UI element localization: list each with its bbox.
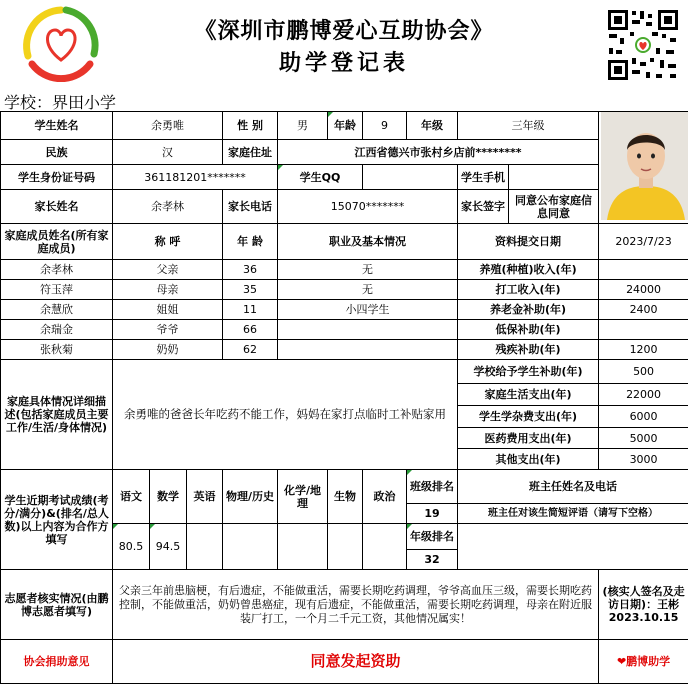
family-member-relation: 父亲 [113, 260, 223, 280]
value-submit-date: 2023/7/23 [599, 224, 688, 260]
label-address: 家庭住址 [223, 140, 278, 165]
decision-text: 同意发起资助 [113, 640, 599, 684]
subject-header: 化学/地理 [278, 470, 328, 524]
label-grade-rank: 年级排名 [407, 524, 458, 550]
qr-code-icon [606, 8, 680, 82]
verifier-sign: (核实人签名及走访日期)：王彬2023.10.15 [599, 570, 688, 640]
score-value [278, 524, 328, 570]
label-member-age: 年 龄 [223, 224, 278, 260]
family-member-age: 11 [223, 300, 278, 320]
value-qq [363, 165, 458, 190]
registration-table [0, 111, 688, 684]
table-row [1, 260, 688, 280]
finance-value: 3000 [599, 449, 688, 470]
subject-header: 数学 [150, 470, 187, 524]
label-student-name: 学生姓名 [1, 112, 113, 140]
value-grade-rank: 32 [407, 550, 458, 570]
value-student-phone [509, 165, 599, 190]
finance-label: 家庭生活支出(年) [458, 384, 599, 406]
label-family-desc: 家庭具体情况详细描述(包括家庭成员主要工作/生活/身体情况) [1, 360, 113, 470]
footer-brand [599, 640, 688, 684]
subject-header: 生物 [328, 470, 363, 524]
family-member-name: 张秋菊 [1, 340, 113, 360]
value-id-number: 361181201******* [113, 165, 278, 190]
heart-logo-icon: ❤ [616, 655, 627, 668]
score-value [223, 524, 278, 570]
label-qq: 学生QQ [278, 165, 363, 190]
label-guardian-phone: 家长电话 [223, 190, 278, 224]
score-value [187, 524, 223, 570]
finance-value [599, 320, 688, 340]
label-class-rank: 班级排名 [407, 470, 458, 504]
value-class-rank: 19 [407, 504, 458, 524]
family-member-relation: 奶奶 [113, 340, 223, 360]
finance-value: 22000 [599, 384, 688, 406]
family-member-name: 余孝林 [1, 260, 113, 280]
family-member-age: 62 [223, 340, 278, 360]
score-value [363, 524, 407, 570]
family-member-relation: 爷爷 [113, 320, 223, 340]
table-row [1, 300, 688, 320]
student-photo [599, 112, 688, 224]
label-family-member-name: 家庭成员姓名(所有家庭成员) [1, 224, 113, 260]
label-occupation: 职业及基本情况 [278, 224, 458, 260]
label-id-number: 学生身份证号码 [1, 165, 113, 190]
title-line-1: 《深圳市鹏博爱心互助协会》 [194, 18, 494, 44]
finance-label: 养老金补助(年) [458, 300, 599, 320]
subject-header: 政治 [363, 470, 407, 524]
score-value [328, 524, 363, 570]
student-photo-icon [601, 112, 688, 220]
family-member-name: 余慧欣 [1, 300, 113, 320]
label-relation: 称 呼 [113, 224, 223, 260]
subject-header: 语文 [113, 470, 150, 524]
value-student-name: 余勇唯 [113, 112, 223, 140]
family-member-status [278, 320, 458, 340]
title-line-2: 助学登记表 [278, 50, 409, 76]
volunteer-text: 父亲三年前患脑梗，有后遗症，不能做重活，需要长期吃药调理，爷爷高血压三级，需要长期吃药控制，不能做重活，奶奶曾患癌症，现有后遗症，不能做重活，需要长期吃药调理，母亲在附近服装厂打工，一个月二千元工资，其他情况属实！ [113, 570, 599, 640]
family-member-age: 35 [223, 280, 278, 300]
finance-value: 24000 [599, 280, 688, 300]
finance-label: 学生学杂费支出(年) [458, 406, 599, 428]
finance-value: 6000 [599, 406, 688, 428]
family-description: 余勇唯的爸爸长年吃药不能工作，妈妈在家打点临时工补贴家用 [113, 360, 458, 470]
label-student-phone: 学生手机 [458, 165, 509, 190]
family-member-status [278, 340, 458, 360]
score-value: 80.5 [113, 524, 150, 570]
label-guardian-sign: 家长签字 [458, 190, 509, 224]
family-member-relation: 母亲 [113, 280, 223, 300]
family-member-age: 66 [223, 320, 278, 340]
label-ethnicity: 民族 [1, 140, 113, 165]
value-gender: 男 [278, 112, 328, 140]
value-guardian-phone: 15070******* [278, 190, 458, 224]
label-assoc-opinion: 协会捐助意见 [1, 640, 113, 684]
finance-label: 低保补助(年) [458, 320, 599, 340]
score-value: 94.5 [150, 524, 187, 570]
value-ethnicity: 汉 [113, 140, 223, 165]
value-guardian-name: 余孝林 [113, 190, 223, 224]
table-row [1, 320, 688, 340]
finance-label: 其他支出(年) [458, 449, 599, 470]
finance-value: 2400 [599, 300, 688, 320]
family-member-name: 余瑞金 [1, 320, 113, 340]
label-grade: 年级 [407, 112, 458, 140]
value-teacher-comment [458, 524, 688, 570]
table-row [1, 340, 688, 360]
label-teacher-comment: 班主任对该生简短评语（请写下空格） [458, 504, 688, 524]
label-teacher-name-phone: 班主任姓名及电话 [458, 470, 688, 504]
finance-label: 残疾补助(年) [458, 340, 599, 360]
finance-value [599, 260, 688, 280]
footer-brand-label: 鹏博助学 [626, 655, 671, 668]
label-gender: 性 别 [223, 112, 278, 140]
finance-label: 打工收入(年) [458, 280, 599, 300]
family-member-name: 符玉萍 [1, 280, 113, 300]
family-member-status: 无 [278, 260, 458, 280]
finance-label: 养殖(种植)收入(年) [458, 260, 599, 280]
family-member-age: 36 [223, 260, 278, 280]
value-grade: 三年级 [458, 112, 599, 140]
label-age: 年龄 [328, 112, 363, 140]
finance-label: 学校给予学生补助(年) [458, 360, 599, 384]
subject-header: 物理/历史 [223, 470, 278, 524]
label-guardian-name: 家长姓名 [1, 190, 113, 224]
label-exam-scores: 学生近期考试成绩(考分/满分)&(排名/总人数)以上内容为合作方填写 [1, 470, 113, 570]
family-member-relation: 姐姐 [113, 300, 223, 320]
label-volunteer-check: 志愿者核实情况(由鹏博志愿者填写) [1, 570, 113, 640]
school-name: 学校：界田小学 [4, 93, 117, 112]
form-header [0, 0, 688, 88]
table-row [1, 280, 688, 300]
finance-value: 1200 [599, 340, 688, 360]
value-age: 9 [363, 112, 407, 140]
finance-value: 500 [599, 360, 688, 384]
family-member-status: 小四学生 [278, 300, 458, 320]
finance-value: 5000 [599, 428, 688, 449]
family-member-status: 无 [278, 280, 458, 300]
finance-label: 医药费用支出(年) [458, 428, 599, 449]
value-address: 江西省德兴市张村乡店前******** [278, 140, 599, 165]
value-guardian-sign: 同意公布家庭信息同意 [509, 190, 599, 224]
label-submit-date: 资料提交日期 [458, 224, 599, 260]
subject-header: 英语 [187, 470, 223, 524]
